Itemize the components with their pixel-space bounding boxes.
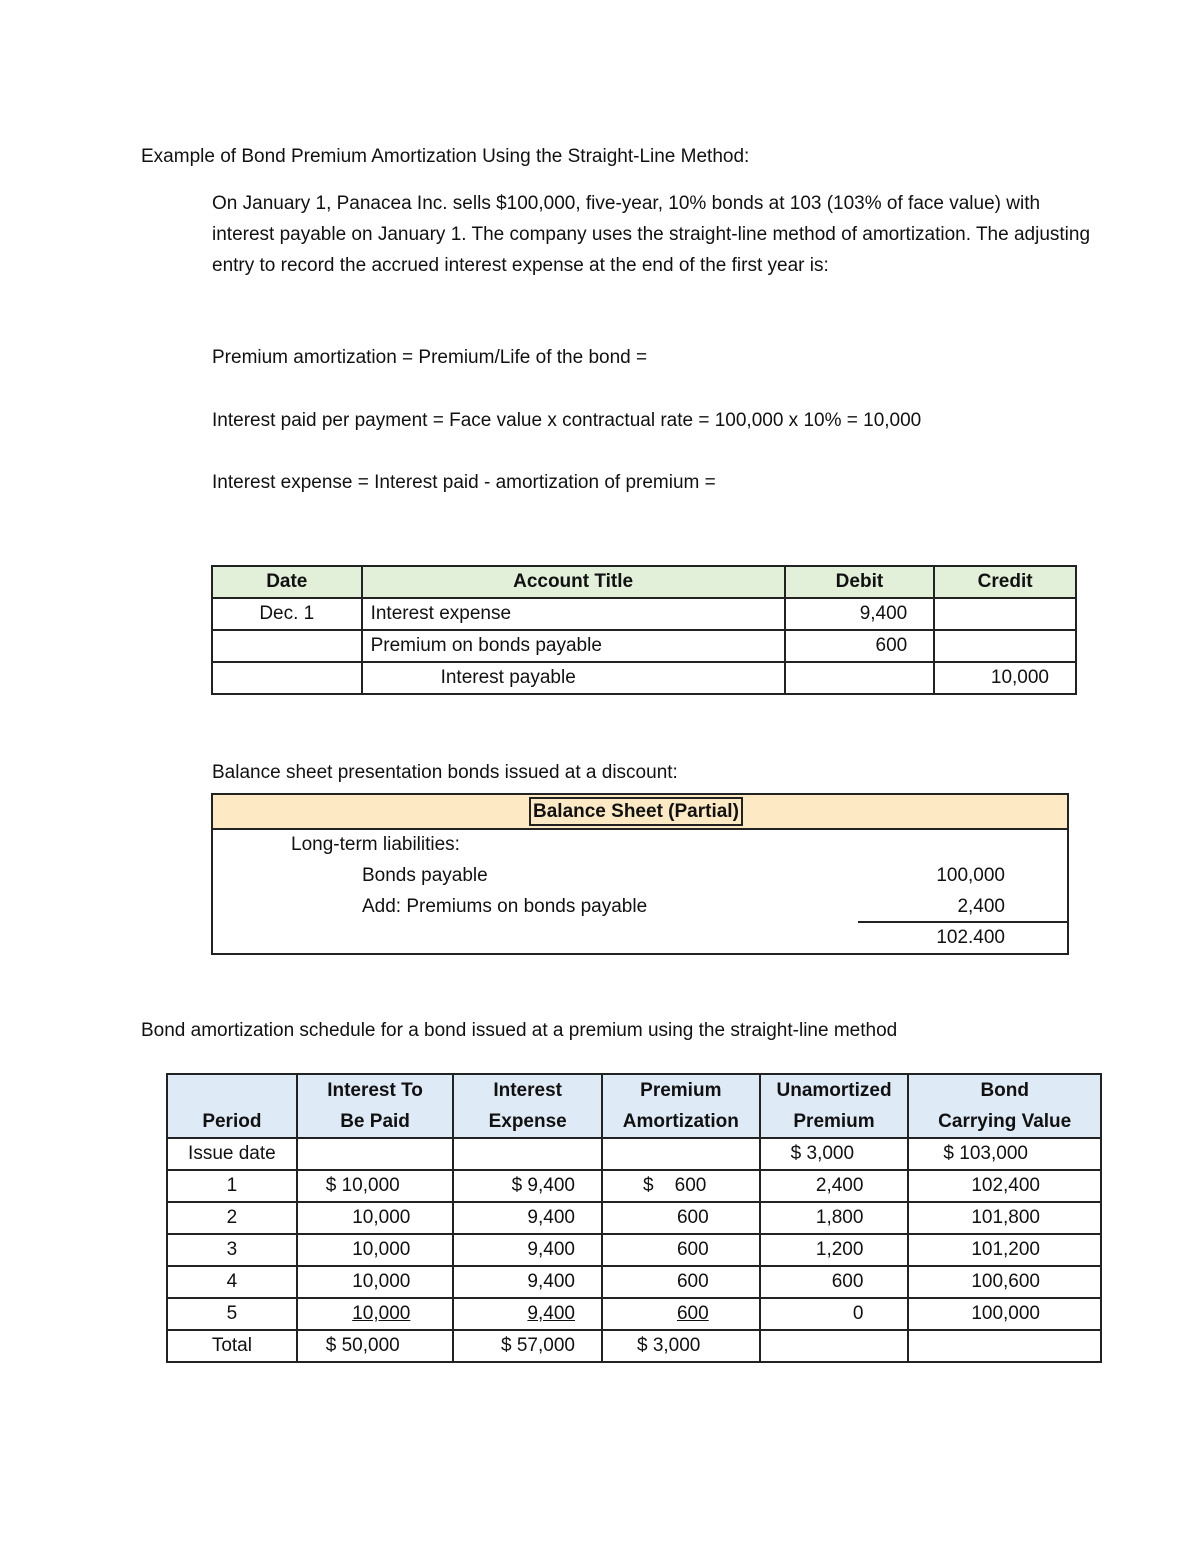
balance-sheet-section: Long-term liabilities: xyxy=(291,834,460,855)
journal-date: Dec. 1 xyxy=(212,598,362,630)
cell-premium-amortization xyxy=(602,1138,760,1170)
cell-period: 3 xyxy=(167,1234,297,1266)
cell-interest-paid: $ 10,000 xyxy=(297,1170,454,1202)
cell-interest-expense: 9,400 xyxy=(453,1234,602,1266)
header-unamortized-premium: Unamortized Premium xyxy=(760,1074,909,1138)
cell-interest-expense: 9,400 xyxy=(453,1202,602,1234)
cell-carrying-value: 101,200 xyxy=(908,1234,1101,1266)
cell-interest-expense: 9,400 xyxy=(453,1266,602,1298)
table-row xyxy=(167,1170,1101,1202)
cell-premium-amortization: $ 3,000 xyxy=(602,1330,760,1362)
cell-carrying-value: 100,600 xyxy=(908,1266,1101,1298)
cell-unamortized: 0 xyxy=(760,1298,909,1330)
table-row xyxy=(167,1234,1101,1266)
cell-unamortized: 600 xyxy=(760,1266,909,1298)
journal-debit: 600 xyxy=(785,630,935,662)
journal-date xyxy=(212,630,362,662)
cell-premium-amortization: 600 xyxy=(602,1202,760,1234)
balance-sheet-title: Balance Sheet (Partial) xyxy=(529,797,743,826)
journal-header-row xyxy=(212,566,1076,598)
cell-interest-expense: $ 57,000 xyxy=(453,1330,602,1362)
journal-debit: 9,400 xyxy=(785,598,935,630)
header-carrying-value: Bond Carrying Value xyxy=(908,1074,1101,1138)
underlined-amount: 9,400 xyxy=(527,1303,575,1324)
schedule-header-row xyxy=(167,1074,1101,1138)
journal-row xyxy=(212,662,1076,694)
table-row xyxy=(167,1298,1101,1330)
cell-period: 2 xyxy=(167,1202,297,1234)
header-interest-expense: Interest Expense xyxy=(453,1074,602,1138)
bonds-payable-value: 100,000 xyxy=(936,865,1005,886)
cell-carrying-value: $ 103,000 xyxy=(908,1138,1101,1170)
journal-credit xyxy=(934,630,1076,662)
journal-account: Interest expense xyxy=(362,598,785,630)
bonds-payable-label: Bonds payable xyxy=(362,865,488,886)
table-row xyxy=(167,1202,1101,1234)
cell-carrying-value: 102,400 xyxy=(908,1170,1101,1202)
journal-account: Interest payable xyxy=(362,662,785,694)
journal-header-account: Account Title xyxy=(362,566,785,598)
cell-period: 4 xyxy=(167,1266,297,1298)
journal-entry-table xyxy=(211,565,1077,695)
underlined-amount: 600 xyxy=(676,1303,709,1324)
balance-sheet-header xyxy=(213,795,1067,830)
cell-period: 1 xyxy=(167,1170,297,1202)
cell-premium-amortization: 600 xyxy=(602,1266,760,1298)
header-period: Period xyxy=(167,1074,297,1138)
cell-interest-paid: 10,000 xyxy=(297,1234,454,1266)
journal-account: Premium on bonds payable xyxy=(362,630,785,662)
cell-carrying-value xyxy=(908,1330,1101,1362)
intro-paragraph: On January 1, Panacea Inc. sells $100,000, five-year, 10% bonds at 103 (103% of face value) with interest payable on January 1. The company uses the straight-line method of amortization. The adjusting entry to record the accrued interest expense at the end of the first year is: xyxy=(212,193,1091,276)
journal-row xyxy=(212,598,1076,630)
cell-premium-amortization xyxy=(602,1298,760,1330)
premium-label: Add: Premiums on bonds payable xyxy=(362,896,648,917)
page-heading: Example of Bond Premium Amortization Using the Straight-Line Method: xyxy=(141,146,750,167)
cell-premium-amortization: 600 xyxy=(602,1234,760,1266)
cell-interest-paid: 10,000 xyxy=(297,1202,454,1234)
cell-unamortized: $ 3,000 xyxy=(760,1138,909,1170)
header-interest-paid: Interest To Be Paid xyxy=(297,1074,454,1138)
journal-header-debit: Debit xyxy=(785,566,935,598)
cell-carrying-value: 101,800 xyxy=(908,1202,1101,1234)
journal-credit xyxy=(934,598,1076,630)
journal-row xyxy=(212,630,1076,662)
table-row xyxy=(167,1138,1101,1170)
cell-unamortized: 1,800 xyxy=(760,1202,909,1234)
journal-debit xyxy=(785,662,935,694)
journal-date xyxy=(212,662,362,694)
cell-interest-paid xyxy=(297,1298,454,1330)
cell-period: Total xyxy=(167,1330,297,1362)
premium-value: 2,400 xyxy=(957,896,1005,917)
amortization-schedule-table xyxy=(166,1073,1102,1363)
cell-interest-paid: 10,000 xyxy=(297,1266,454,1298)
schedule-caption: Bond amortization schedule for a bond issued at a premium using the straight-line method xyxy=(141,1020,898,1041)
balance-sheet-box xyxy=(211,793,1069,955)
cell-interest-paid xyxy=(297,1138,454,1170)
balance-sheet-caption: Balance sheet presentation bonds issued at a discount: xyxy=(212,762,678,783)
cell-interest-expense xyxy=(453,1138,602,1170)
formula-premium-amortization: Premium amortization = Premium/Life of the bond = xyxy=(212,347,648,368)
cell-interest-expense: $ 9,400 xyxy=(453,1170,602,1202)
underlined-amount: 10,000 xyxy=(352,1303,411,1324)
table-row xyxy=(167,1266,1101,1298)
formula-interest-paid: Interest paid per payment = Face value x contractual rate = 100,000 x 10% = 10,000 xyxy=(212,410,922,431)
journal-credit: 10,000 xyxy=(934,662,1076,694)
journal-header-credit: Credit xyxy=(934,566,1076,598)
total-value: 102.400 xyxy=(936,927,1005,948)
formula-interest-expense: Interest expense = Interest paid - amortization of premium = xyxy=(212,472,716,493)
header-premium-amortization: Premium Amortization xyxy=(602,1074,760,1138)
cell-interest-paid: $ 50,000 xyxy=(297,1330,454,1362)
cell-period: Issue date xyxy=(167,1138,297,1170)
cell-unamortized: 1,200 xyxy=(760,1234,909,1266)
cell-carrying-value: 100,000 xyxy=(908,1298,1101,1330)
table-row-total xyxy=(167,1330,1101,1362)
cell-unamortized xyxy=(760,1330,909,1362)
cell-premium-amortization: $ 600 xyxy=(602,1170,760,1202)
cell-interest-expense xyxy=(453,1298,602,1330)
cell-unamortized: 2,400 xyxy=(760,1170,909,1202)
cell-period: 5 xyxy=(167,1298,297,1330)
journal-header-date: Date xyxy=(212,566,362,598)
